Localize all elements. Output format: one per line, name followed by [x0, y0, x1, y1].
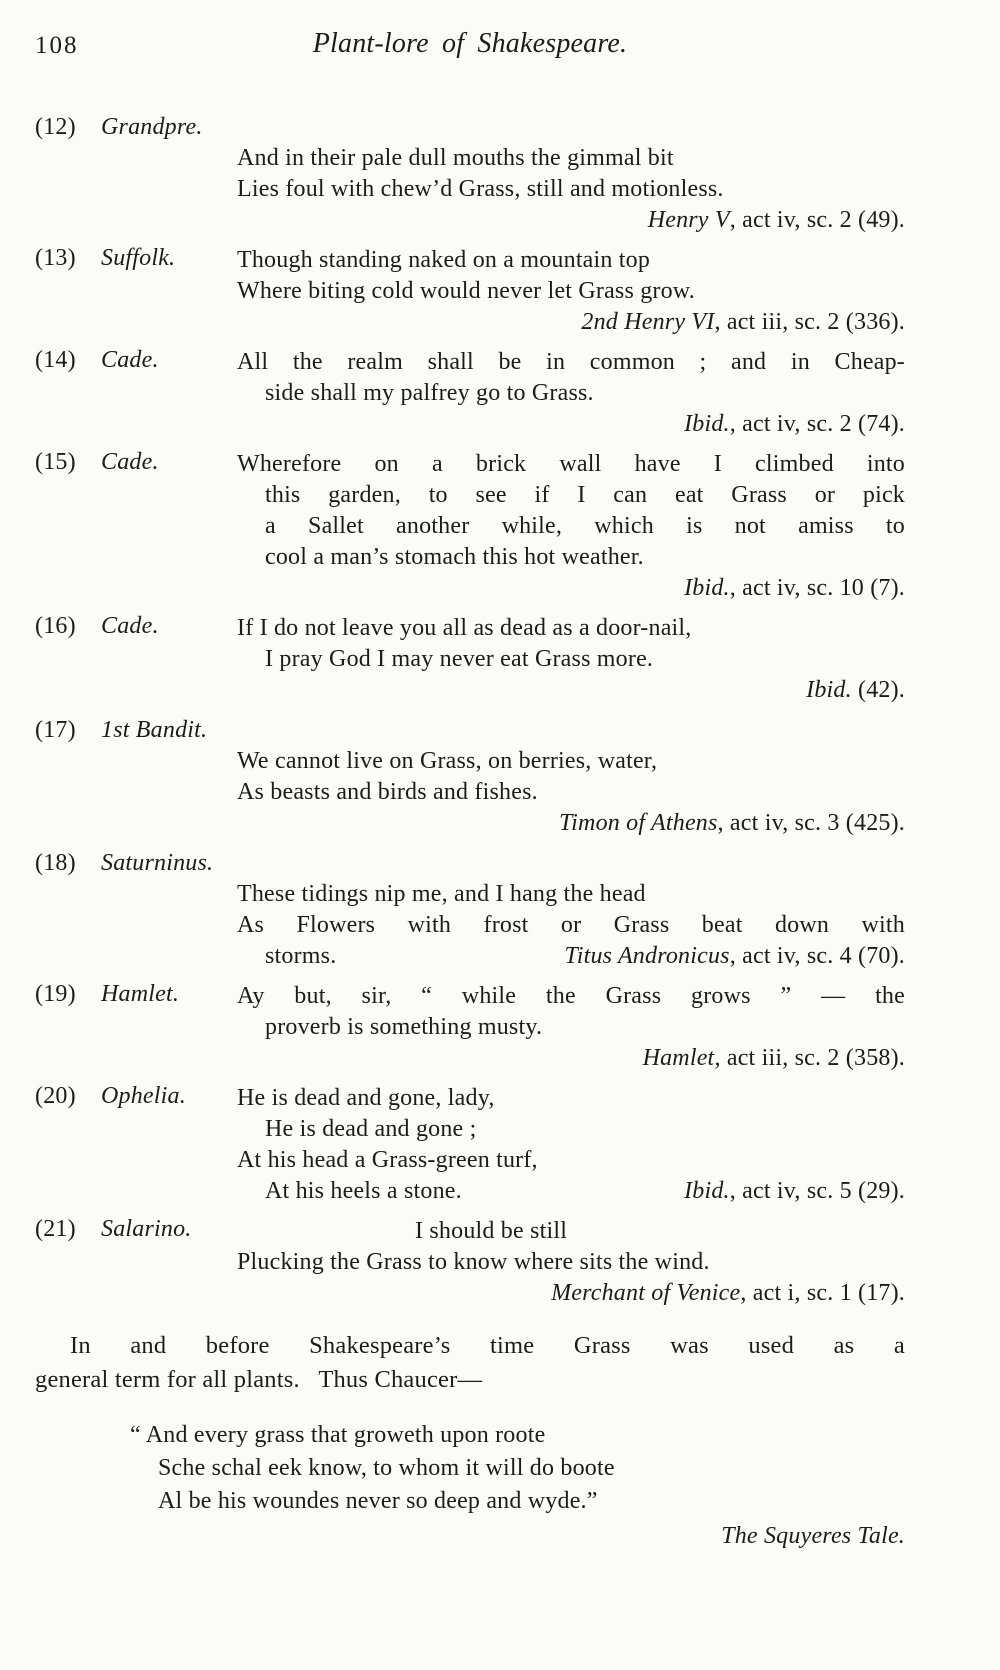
citation: [237, 1278, 905, 1309]
entry-number: (18): [35, 850, 76, 876]
page-header: [35, 28, 905, 72]
verse-line: cool a man’s stomach this hot weather.: [265, 544, 644, 570]
verse-line: a Sallet another while, which is not amiss to: [265, 513, 905, 539]
citation: [237, 675, 905, 706]
entry-number: (19): [35, 981, 76, 1007]
entry-head: [35, 112, 905, 143]
quotation-entry: [35, 848, 905, 972]
quotation-entry: [35, 245, 905, 338]
citation-ref: , act iv, sc. 5 (29).: [729, 1178, 905, 1204]
quote-line: Al be his woundes never so deep and wyde.”: [158, 1488, 598, 1514]
quote-attribution: The Squyeres Tale.: [721, 1523, 905, 1549]
citation-ref: (42).: [851, 677, 905, 703]
quotation-entry: [35, 1083, 905, 1207]
chaucer-quote: [130, 1419, 905, 1553]
citation-ref: , act iv, sc. 2 (74).: [729, 411, 905, 437]
citation-work: Henry V: [647, 207, 730, 233]
verse-line: Lies foul with chew’d Grass, still and motionless.: [237, 176, 724, 202]
speaker-name: Saturninus.: [101, 850, 214, 876]
citation: [237, 205, 905, 236]
page-title: Plant-lore of Shakespeare.: [312, 28, 628, 59]
quotation-entry: [35, 981, 905, 1074]
entry-body: [237, 245, 905, 338]
entry-number: (12): [35, 114, 76, 140]
speaker-name: Ophelia.: [101, 1083, 186, 1109]
verse-line: Though standing naked on a mountain top: [237, 247, 651, 273]
verse-line-with-citation: [237, 941, 905, 972]
entry-body: [237, 143, 905, 236]
speaker-name: Suffolk.: [101, 245, 176, 271]
verse-line: As beasts and birds and fishes.: [237, 779, 538, 805]
citation: [237, 573, 905, 604]
citation: [237, 808, 905, 839]
citation-work: Merchant of Venice: [551, 1280, 741, 1306]
verse-line: All the realm shall be in common ; and in Cheap-: [237, 349, 905, 375]
entry-body: [237, 1083, 905, 1207]
verse-line: If I do not leave you all as dead as a door-nail,: [237, 615, 692, 641]
quotation-entry: [35, 715, 905, 839]
entry-body: [237, 981, 905, 1074]
citation-ref: , act iv, sc. 4 (70).: [729, 943, 905, 969]
entry-body: [237, 1216, 905, 1309]
citation-ref: , act iv, sc. 2 (49).: [729, 207, 905, 233]
verse-line: Ay but, sir, “ while the Grass grows ” — the: [237, 983, 905, 1009]
quote-line: Sche schal eek know, to whom it will do boote: [158, 1455, 615, 1481]
citation: [237, 307, 905, 338]
quote-line: “ And every grass that groweth upon roote: [130, 1422, 546, 1448]
citation: [237, 1043, 905, 1074]
citation-work: Ibid.: [684, 575, 730, 601]
citation-work: 2nd Henry VI: [581, 309, 715, 335]
entry-number: (14): [35, 347, 76, 373]
quotation-entry: [35, 449, 905, 604]
speaker-name: Salarino.: [101, 1216, 192, 1242]
verse-line: These tidings nip me, and I hang the head: [237, 881, 646, 907]
citation-ref: , act i, sc. 1 (17).: [740, 1280, 905, 1306]
entry-number: (16): [35, 613, 76, 639]
verse-line: Wherefore on a brick wall have I climbed into: [237, 451, 905, 477]
prose-paragraph: [35, 1329, 905, 1397]
speaker-name: Cade.: [101, 613, 159, 639]
entry-body: [237, 449, 905, 604]
citation-work: Timon of Athens: [558, 810, 718, 836]
citation-work: Titus Andronicus: [564, 943, 730, 969]
speaker-name: Cade.: [101, 347, 159, 373]
paragraph-line: In and before Shakespeare’s time Grass was used as a: [70, 1332, 905, 1359]
entry-head: [35, 848, 905, 879]
quotation-entry: [35, 112, 905, 236]
verse-line: He is dead and gone ;: [265, 1116, 477, 1142]
entry-body: [237, 746, 905, 839]
verse-line: As Flowers with frost or Grass beat down with: [237, 912, 905, 938]
entry-body: [237, 347, 905, 440]
speaker-name: Grandpre.: [101, 114, 203, 140]
entry-body: [237, 613, 905, 706]
citation-work: Ibid.: [684, 1178, 730, 1204]
entry-body: [237, 879, 905, 972]
entry-number: (13): [35, 245, 76, 271]
verse-line: He is dead and gone, lady,: [237, 1085, 495, 1111]
quotation-entry: [35, 1216, 905, 1309]
citation-work: Ibid.: [684, 411, 730, 437]
entry-number: (15): [35, 449, 76, 475]
verse-line: side shall my palfrey go to Grass.: [265, 380, 594, 406]
verse-line-with-citation: [237, 1176, 905, 1207]
verse-line: Where biting cold would never let Grass grow.: [237, 278, 695, 304]
verse-line: proverb is something musty.: [265, 1014, 543, 1040]
verse-line: I should be still: [415, 1218, 568, 1244]
citation: [237, 409, 905, 440]
entry-number: (21): [35, 1216, 76, 1242]
speaker-name: 1st Bandit.: [101, 717, 208, 743]
entry-number: (17): [35, 717, 76, 743]
verse-line: At his head a Grass-green turf,: [237, 1147, 538, 1173]
entry-number: (20): [35, 1083, 76, 1109]
citation-ref: , act iii, sc. 2 (358).: [714, 1045, 905, 1071]
quotation-entry: [35, 347, 905, 440]
citation: [684, 1176, 905, 1207]
citation-work: Ibid.: [806, 677, 852, 703]
citation: [564, 941, 905, 972]
speaker-name: Hamlet.: [101, 981, 180, 1007]
verse-line: We cannot live on Grass, on berries, water,: [237, 748, 658, 774]
verse-line: this garden, to see if I can eat Grass or pick: [265, 482, 905, 508]
citation-ref: , act iii, sc. 2 (336).: [714, 309, 905, 335]
citation-work: Hamlet: [642, 1045, 715, 1071]
verse-line: Plucking the Grass to know where sits the wind.: [237, 1249, 710, 1275]
page-number: 108: [35, 32, 79, 59]
quotation-entry: [35, 613, 905, 706]
verse-line: And in their pale dull mouths the gimmal bit: [237, 145, 674, 171]
verse-line: storms.: [265, 943, 337, 969]
speaker-name: Cade.: [101, 449, 159, 475]
entry-head: [35, 715, 905, 746]
verse-line: At his heels a stone.: [265, 1178, 462, 1204]
paragraph-line: general term for all plants. Thus Chaucer—: [35, 1366, 483, 1393]
citation-ref: , act iv, sc. 10 (7).: [729, 575, 905, 601]
verse-line: I pray God I may never eat Grass more.: [265, 646, 654, 672]
citation-ref: , act iv, sc. 3 (425).: [717, 810, 905, 836]
